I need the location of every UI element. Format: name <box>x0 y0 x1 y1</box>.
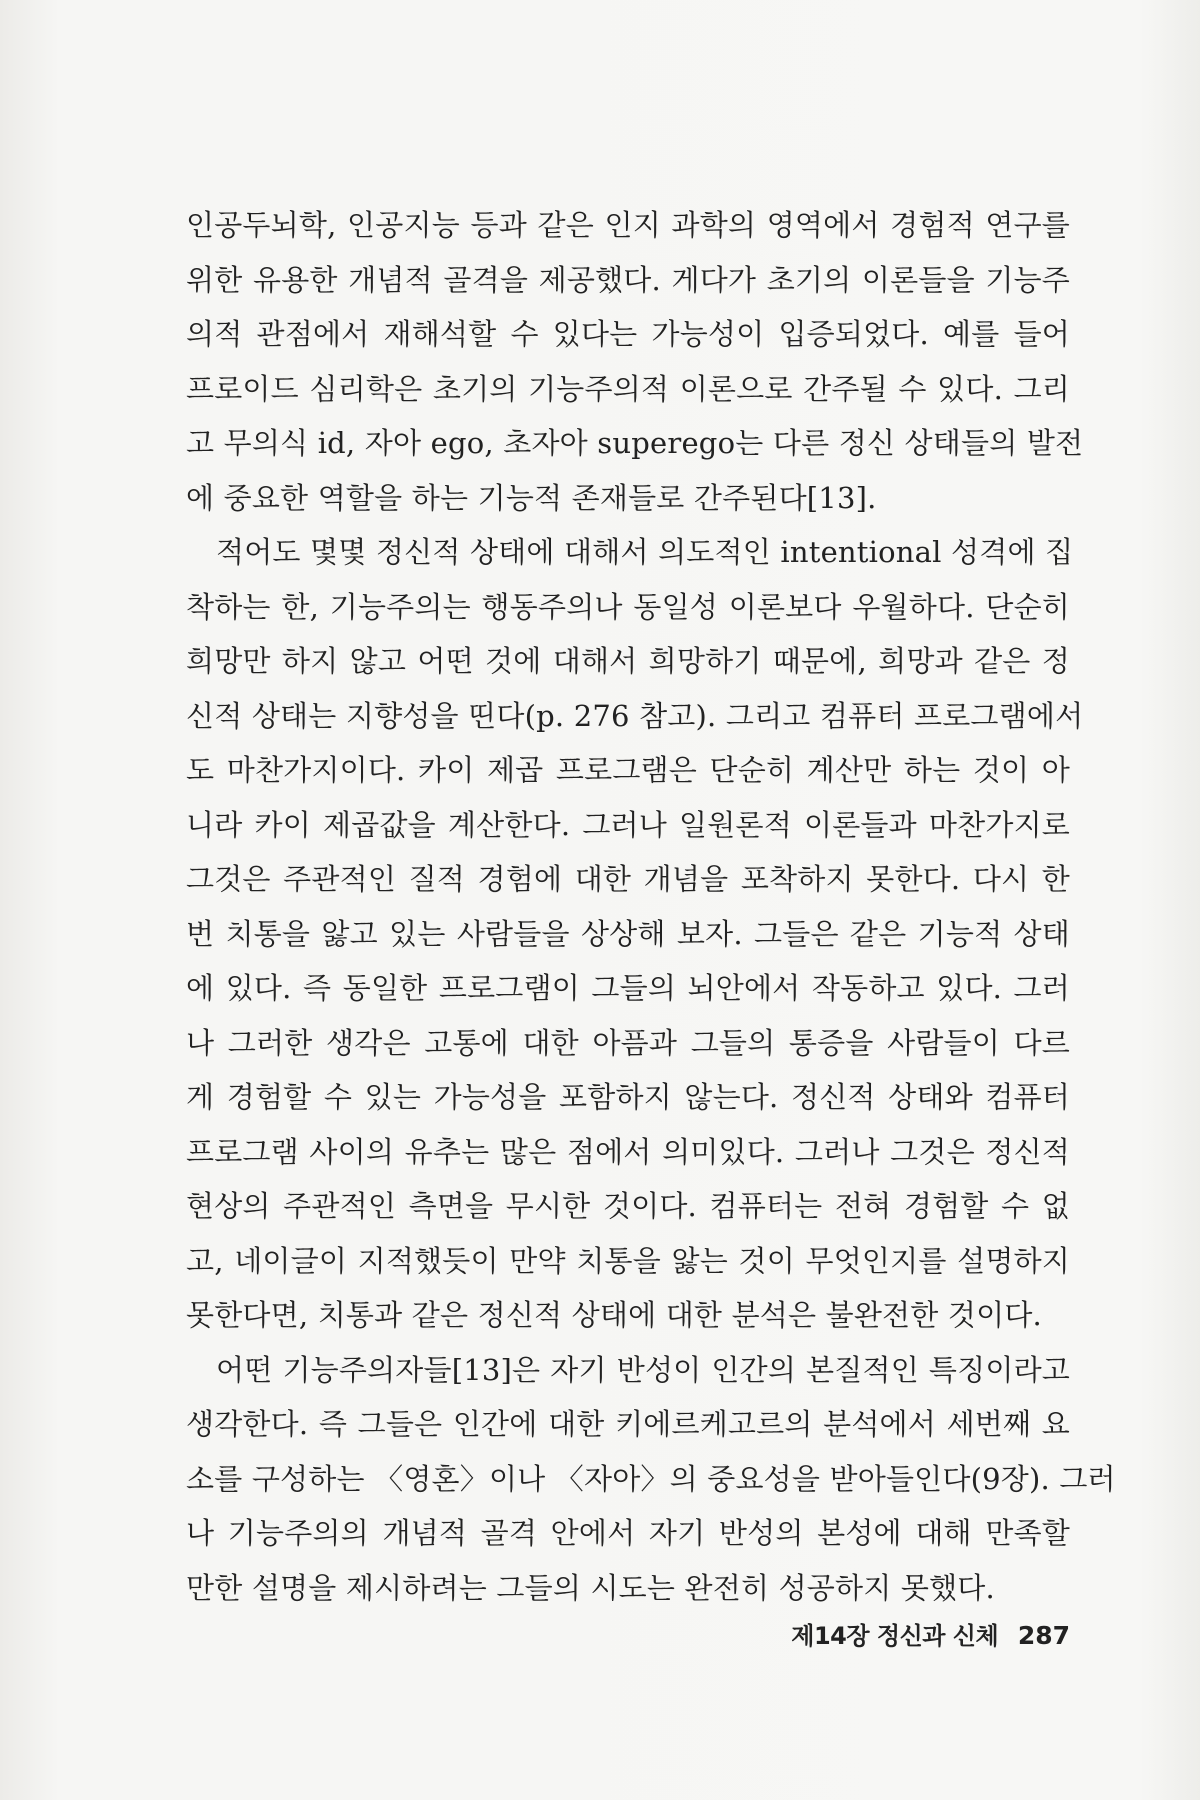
text-line: 프로이드 심리학은 초기의 기능주의적 이론으로 간주될 수 있다. 그리 <box>186 371 1070 406</box>
text-line: 나 기능주의의 개념적 골격 안에서 자기 반성의 본성에 대해 만족할 <box>186 1516 1070 1550</box>
text-line: 프로그램 사이의 유추는 많은 점에서 의미있다. 그러나 그것은 정신적 <box>186 1134 1070 1169</box>
text-line: 게 경험할 수 있는 가능성을 포함하지 않는다. 정신적 상태와 컴퓨터 <box>186 1080 1070 1114</box>
paragraph-2 <box>186 525 1084 1343</box>
text-line: 위한 유용한 개념적 골격을 제공했다. 게다가 초기의 이론들을 기능주 <box>186 262 1070 297</box>
text-line: 번 치통을 앓고 있는 사람들을 상상해 보자. 그들은 같은 기능적 상태 <box>186 916 1070 951</box>
text-line: 적어도 몇몇 정신적 상태에 대해서 의도적인 intentional 성격에 집 <box>216 535 1074 569</box>
text-line: 도 마찬가지이다. 카이 제곱 프로그램은 단순히 계산만 하는 것이 아 <box>186 753 1070 787</box>
page-footer <box>791 1616 1070 1651</box>
text-line: 착하는 한, 기능주의는 행동주의나 동일성 이론보다 우월하다. 단순히 <box>186 589 1070 624</box>
text-line: 에 있다. 즉 동일한 프로그램이 그들의 뇌안에서 작동하고 있다. 그러 <box>186 971 1070 1005</box>
text-line: 고, 네이글이 지적했듯이 만약 치통을 앓는 것이 무엇인지를 설명하지 <box>186 1243 1070 1278</box>
text-line: 인공두뇌학, 인공지능 등과 같은 인지 과학의 영역에서 경험적 연구를 <box>186 208 1070 242</box>
text-line: 못한다면, 치통과 같은 정신적 상태에 대한 분석은 불완전한 것이다. <box>186 1298 1042 1332</box>
text-line: 소를 구성하는 〈영혼〉이나 〈자아〉의 중요성을 받아들인다(9장). 그러 <box>186 1461 1116 1496</box>
text-line: 만한 설명을 제시하려는 그들의 시도는 완전히 성공하지 못했다. <box>186 1570 995 1605</box>
text-line: 의적 관점에서 재해석할 수 있다는 가능성이 입증되었다. 예를 들어 <box>186 317 1070 351</box>
text-line: 희망만 하지 않고 어떤 것에 대해서 희망하기 때문에, 희망과 같은 정 <box>186 644 1070 678</box>
text-line: 어떤 기능주의자들[13]은 자기 반성이 인간의 본질적인 특징이라고 <box>216 1352 1070 1387</box>
body-text <box>186 198 1116 1615</box>
text-line: 에 중요한 역할을 하는 기능적 존재들로 간주된다[13]. <box>186 480 877 515</box>
text-line: 신적 상태는 지향성을 띤다(p. 276 참고). 그리고 컴퓨터 프로그램에서 <box>186 698 1084 733</box>
text-line: 그것은 주관적인 질적 경험에 대한 개념을 포착하지 못한다. 다시 한 <box>186 862 1070 896</box>
text-line: 니라 카이 제곱값을 계산한다. 그러나 일원론적 이론들과 마찬가지로 <box>186 807 1070 842</box>
text-line: 고 무의식 id, 자아 ego, 초자아 superego는 다른 정신 상태들의 발전 <box>186 426 1084 460</box>
text-line: 나 그러한 생각은 고통에 대한 아픔과 그들의 통증을 사람들이 다르 <box>186 1025 1070 1060</box>
page-number: 287 <box>1017 1621 1070 1650</box>
paragraph-1 <box>186 198 1084 525</box>
running-head: 제14장 정신과 신체 <box>791 1622 999 1650</box>
text-line: 생각한다. 즉 그들은 인간에 대한 키에르케고르의 분석에서 세번째 요 <box>186 1407 1070 1441</box>
paragraph-3 <box>186 1343 1116 1616</box>
text-line: 현상의 주관적인 측면을 무시한 것이다. 컴퓨터는 전혀 경험할 수 없 <box>186 1189 1070 1223</box>
